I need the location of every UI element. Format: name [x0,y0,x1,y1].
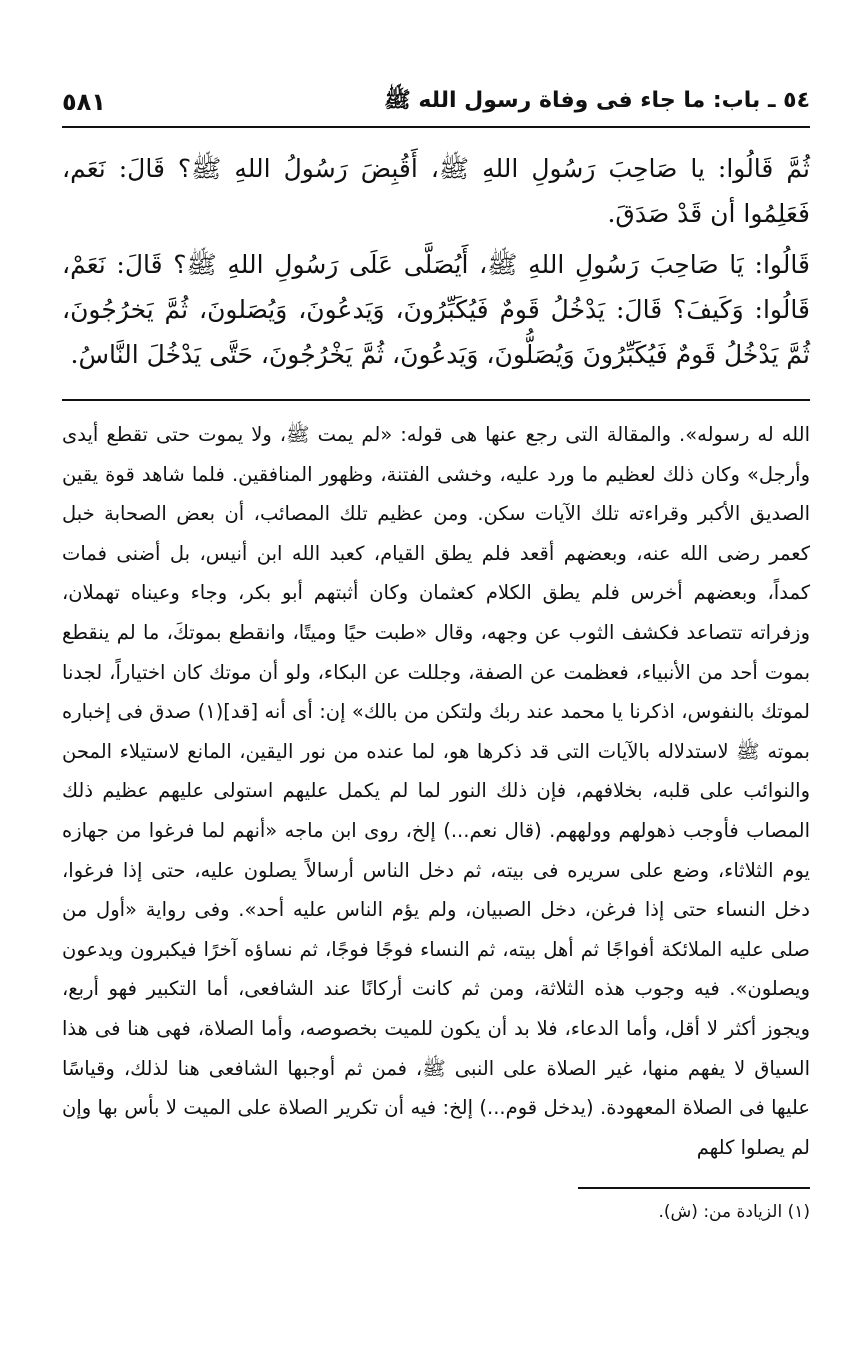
commentary-text: الله له رسوله». والمقالة التى رجع عنها هى قوله: «لم يمت ﷺ، ولا يموت حتى تقطع أيدى وأرجل» وكان ذلك لعظيم ما ورد عليه، وخشى الفتنة، وظهور المنافقين. فلما شاهد قوة يقين الصديق الأكبر وقراءته تلك الآيات سكن. ومن عظيم تلك المصائب، أن بعض الصحابة خبل كعمر رضى الله عنه، وبعضهم أقعد فلم يطق القيام، كعبد الله ابن أنيس، بل أضنى فمات كمداً، وبعضهم أخرس فلم يطق الكلام كعثمان وكان أثبتهم أبو بكر، وجاء وعيناه تهملان، وزفراته تتصاعد فكشف الثوب عن وجهه، وقال «طبت حيًا وميتًا، وانقطع بموتكَ، ما لم ينقطع بموت أحد من الأنبياء، فعظمت عن الصفة، وجللت عن البكاء، ولو أن موتك كان اختياراً، لجدنا لموتك بالنفوس، اذكرنا يا محمد عند ربك ولتكن من بالك» إن: أى أنه [قد](١) صدق فى إخباره بموته ﷺ لاستدلاله بالآيات التى قد ذكرها هو، لما عنده من نور اليقين، المانع لاستيلاء المحن والنوائب على قلبه، بخلافهم، فإن ذلك النور لما لم يكمل عليهم استولى عليهم عظيم ذلك المصاب فأوجب ذهولهم وولههم. (قال نعم...) إلخ، روى ابن ماجه «أنهم لما فرغوا من جهازه يوم الثلاثاء، وضع على سريره فى بيته، ثم دخل الناس أرسالاً يصلون عليه، حتى إذا فرغوا، دخل النساء حتى إذا فرغن، دخل الصبيان، ولم يؤم الناس عليه أحد». وفى رواية «أول من صلى عليه الملائكة أفواجًا ثم أهل بيته، ثم النساء فوجًا فوجًا، ثم نساؤه آخرًا فيكبرون ويدعون ويصلون». فيه وجوب هذه الثلاثة، ومن ثم كانت أركانًا عند الشافعى، أما التكبير فهو أربع، ويجوز أكثر لا أقل، وأما الدعاء، فلا بد أن يكون للميت بخصوصه، وأما الصلاة، فهى هنا فى هذا السياق لا يفهم منها، غير الصلاة على النبى ﷺ، فمن ثم أوجبها الشافعى هنا لذلك، وقياسًا عليها فى الصلاة المعهودة. (يدخل قوم...) إلخ: فيه أن تكرير الصلاة على الميت لا بأس بها وإن لم يصلوا كلهم [62,423,811,1159]
footnote-divider [578,1187,810,1189]
hadith-paragraph: قَالُوا: يَا صَاحِبَ رَسُولِ اللهِ ﷺ، أَيُصَلَّى عَلَى رَسُولِ اللهِ ﷺ؟ قَالَ: نَعَمْ، قَالُوا: وَكَيفَ؟ قَالَ: يَدْخُلُ قَومٌ فَيُكَبِّرُونَ، وَيَدعُونَ، وَيُصَلونَ، ثُمَّ يَخرُجُونَ، ثُمَّ يَدْخُلُ قَومٌ فَيُكَبِّرُونَ وَيُصَلُّونَ، وَيَدعُونَ، ثُمَّ يَخْرُجُونَ، حَتَّى يَدْخُلَ النَّاسُ. [62,250,810,369]
hadith-text [62,146,810,377]
hadith-paragraph: ثُمَّ قَالُوا: يا صَاحِبَ رَسُولِ اللهِ ﷺ، أَقُبِضَ رَسُولُ اللهِ ﷺ؟ قَالَ: نَعَم، فَعَلِمُوا أن قَدْ صَدَقَ. [62,154,810,228]
running-header [62,78,810,128]
footnote: (١) الزيادة من: (ش). [658,1202,810,1223]
text-divider [62,399,810,401]
page-number: ٥٨١ [62,88,106,116]
chapter-title: ٥٤ ـ باب: ما جاء فى وفاة رسول الله ﷺ [384,88,810,113]
book-page [62,78,810,1225]
